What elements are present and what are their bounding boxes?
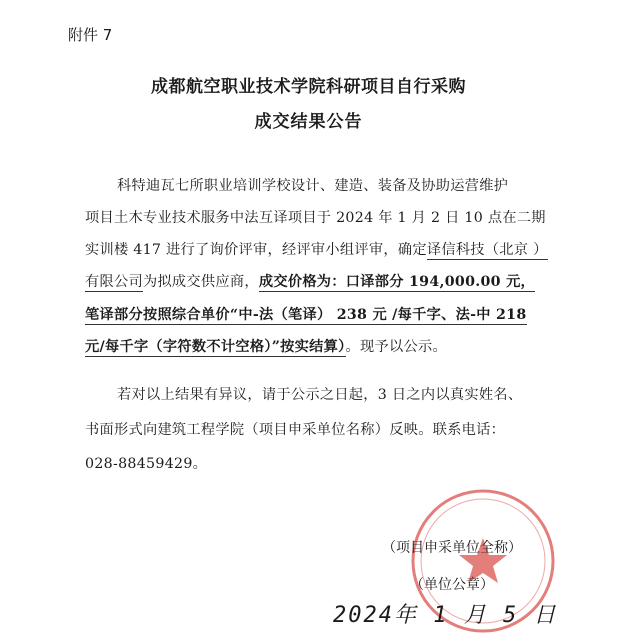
body-line-2: 项目土木专业技术服务中法互译项目于 2024 年 1 月 2 日 10 点在二期 bbox=[85, 210, 546, 226]
review-text: 实训楼 417 进行了询价评审，经评审小组评审，确定 bbox=[85, 242, 427, 258]
supplier-name-part2: 有限公司 bbox=[85, 274, 143, 290]
settlement-note: 元/每千字（字符数不计空格）”按实结算） bbox=[85, 339, 346, 355]
unit-name-placeholder: （项目申采单位全称） bbox=[382, 540, 522, 556]
body-line-4 bbox=[85, 271, 535, 291]
deal-price-text: 成交价格为：口译部分 194,000.00 元， bbox=[258, 274, 536, 290]
supplier-name-part1: 译信科技（北京 ） bbox=[426, 242, 548, 258]
written-translation-price: 笔译部分按照综合单价“中-法（笔译） 238 元 /每千字、法-中 218 bbox=[85, 307, 527, 323]
publicity-text: 。现予以公示。 bbox=[345, 339, 447, 355]
attachment-label: 附件 7 bbox=[68, 26, 113, 44]
document-title: 成都航空职业技术学院科研项目自行采购 bbox=[151, 77, 466, 97]
objection-line-1: 若对以上结果有异议，请于公示之日起，3 日之内以真实姓名、 bbox=[117, 387, 523, 403]
body-line-5 bbox=[85, 304, 527, 324]
objection-line-2: 书面形式向建筑工程学院（项目申采单位名称）反映。联系电话： bbox=[85, 422, 506, 438]
document-subtitle: 成交结果公告 bbox=[254, 112, 363, 132]
supplier-role-text: 为拟成交供应商， bbox=[142, 274, 259, 290]
body-line-3 bbox=[85, 239, 548, 259]
signature-date: 2024年 1 月 5 日 bbox=[333, 603, 558, 628]
unit-seal-placeholder: （单位公章） bbox=[410, 577, 494, 593]
body-line-1: 科特迪瓦七所职业培训学校设计、建造、装备及协助运营维护 bbox=[117, 178, 509, 194]
body-line-6 bbox=[85, 336, 447, 356]
contact-phone: 028-88459429。 bbox=[85, 456, 208, 472]
